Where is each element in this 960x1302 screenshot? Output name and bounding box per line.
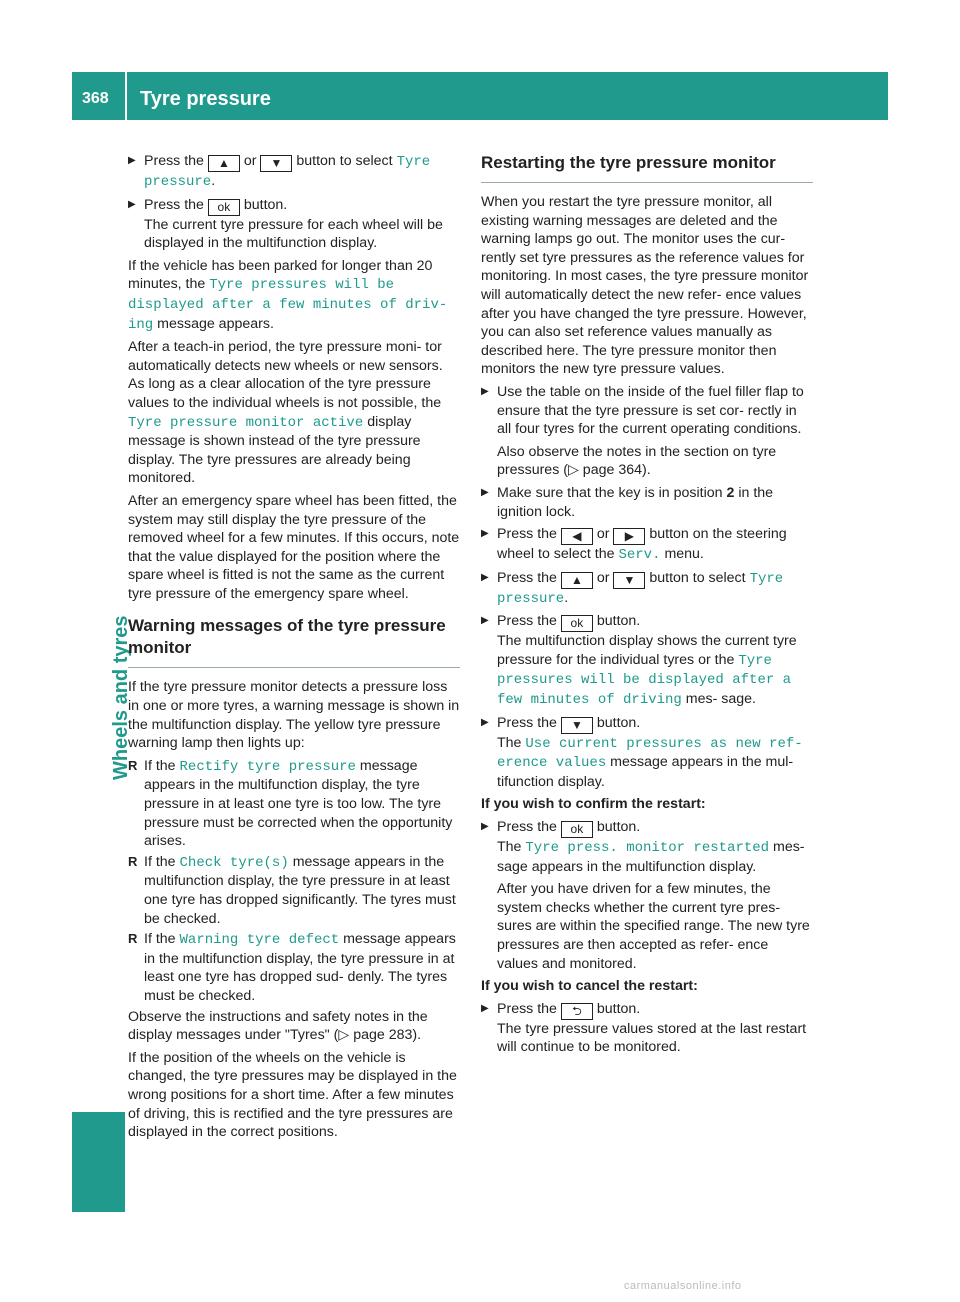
display-text: Rectify tyre pressure	[179, 758, 356, 775]
up-key-icon: ▲	[208, 155, 240, 172]
page-number: 368	[82, 90, 109, 107]
step-press-ok: ▶ Press the ok button. The multifunction display shows the current tyre pressure for the individual tyres or the Tyre pressures will be displayed after a few minutes of driving mes- sage.	[481, 612, 813, 709]
back-key-icon: ⮌	[561, 1003, 593, 1020]
display-text: Use current pressures as new ref‑ erence values	[497, 735, 803, 772]
subheading: If you wish to cancel the restart:	[481, 978, 698, 995]
step-press-down: ▶ Press the ▼ button. The Use current pressures as new ref‑ erence values message appears in the mul- tifunction display.	[481, 714, 813, 792]
paragraph: After a teach-in period, the tyre pressure moni- tor automatically detects new wheels or new sensors. As long as a clear allocation of the tyre pressure values to the individual wheels is not possible, the Tyre pressure monitor active display message is shown instead of the tyre pressure display. The tyre pressures are already being monitored.	[128, 339, 443, 487]
right-column	[481, 152, 813, 1061]
ok-key-icon: ok	[561, 821, 593, 838]
left-key-icon: ◀	[561, 528, 593, 545]
display-text: Tyre pressure monitor active	[128, 414, 364, 431]
section-heading: Warning messages of the tyre pressure monitor	[128, 615, 460, 668]
section-label: Wheels and tyres	[110, 615, 132, 780]
step-check-table: ▶ Use the table on the inside of the fuel filler flap to ensure that the tyre pressure is set cor- rectly in all four tyres for the current operating conditions.	[481, 383, 813, 439]
paragraph: If the position of the wheels on the vehicle is changed, the tyre pressures may be displayed in the wrong positions for a short time. After a few minutes of driving, this is rectified and the tyre pressures are displayed in the correct positions.	[128, 1049, 457, 1141]
step-cancel-restart: ▶ Press the ⮌ button. The tyre pressure values stored at the last restart will continue to be monitored.	[481, 1000, 813, 1057]
display-text: Tyre pressure	[144, 154, 431, 190]
watermark: carmanualsonline.info	[624, 1280, 742, 1292]
display-text: Tyre press. monitor restarted	[525, 840, 770, 857]
step-select-serv: ▶ Press the ◀ or ▶ button on the steering wheel to select the Serv. menu.	[481, 525, 813, 565]
note: After you have driven for a few minutes, the system checks whether the current tyre pres- sures are within the specified range. The new tyre pressures are then accepted as refer- ence values and monitored.	[497, 881, 810, 972]
section-heading: Restarting the tyre pressure monitor	[481, 152, 813, 183]
step-confirm-restart: ▶ Press the ok button. The Tyre press. monitor restarted mes- sage appears in the multifunction display.	[481, 818, 813, 876]
list-item: R If the Check tyre(s) message appears in the multifunction display, the tyre pressure in at least one tyre has dropped significantly. The tyres must be checked.	[128, 853, 460, 928]
ok-key-icon: ok	[208, 199, 240, 216]
display-text: Tyre pressures will be displayed after a few minutes of driv‑ ing	[128, 277, 448, 333]
list-item: R If the Warning tyre defect message appears in the multifunction display, the tyre pressure in at least one tyre has dropped sud- denly. The tyres must be checked.	[128, 930, 460, 1005]
display-text: Tyre pressures will be displayed after a few minutes of driving	[497, 652, 792, 709]
paragraph: If the vehicle has been parked for longer than 20 minutes, the Tyre pressures will be displayed after a few minutes of driv‑ ing message appears.	[128, 257, 448, 333]
list-item: R If the Rectify tyre pressure message appears in the multifunction display, the tyre pressure in at least one tyre is too low. The tyre pressure must be corrected when the opportunity arises.	[128, 757, 460, 851]
display-text: Tyre pressure	[497, 570, 784, 607]
down-key-icon: ▼	[561, 717, 593, 734]
step-press-ok: ▶ Press the ok button. The current tyre pressure for each wheel will be displayed in the multifunction display.	[128, 196, 460, 253]
step-select-tyre-pressure: ▶ Press the ▲ or ▼ button to select Tyre pressure.	[481, 569, 813, 609]
step-select-tyre-pressure: ▶ Press the ▲ or ▼ button to select Tyre pressure.	[128, 152, 460, 192]
step-key-position: ▶ Make sure that the key is in position 2 in the ignition lock.	[481, 484, 813, 521]
paragraph: If the tyre pressure monitor detects a pressure loss in one or more tyres, a warning message is shown in the multifunction display. The yellow tyre pressure warning lamp then lights up:	[128, 679, 460, 752]
note: Also observe the notes in the section on tyre pressures (▷ page 364).	[497, 443, 777, 479]
down-key-icon: ▼	[613, 572, 645, 589]
display-text: Warning tyre defect	[179, 932, 340, 949]
paragraph: Observe the instructions and safety notes in the display messages under "Tyres" (▷ page 283).	[128, 1008, 428, 1044]
paragraph: After an emergency spare wheel has been fitted, the system may still display the tyre pressure of the removed wheel for a few minutes. If this occurs, note that the value displayed for the position where the spare wheel is fitted is not the same as the current tyre pressure of the emergency spare wheel.	[128, 492, 460, 602]
right-key-icon: ▶	[613, 528, 645, 545]
display-text: Check tyre(s)	[179, 854, 289, 871]
subheading: If you wish to confirm the restart:	[481, 796, 706, 813]
paragraph: When you restart the tyre pressure monitor, all existing warning messages are deleted and the warning lamps go out. The monitor uses the cur- rently set tyre pressures as the reference values for monitoring. In most cases, the tyre pressure monitor will automatically detect the new refer- ence values after you have changed the tyre pressure. However, you can also set reference values manually as described here. The tyre pressure monitor then monitors the new tyre pressure values.	[481, 194, 809, 378]
down-key-icon: ▼	[260, 155, 292, 172]
left-column	[128, 152, 460, 1146]
up-key-icon: ▲	[561, 572, 593, 589]
display-text: Serv.	[618, 547, 661, 564]
ok-key-icon: ok	[561, 615, 593, 632]
header-divider	[125, 72, 127, 120]
section-tab	[72, 1112, 125, 1212]
page-title: Tyre pressure	[140, 88, 271, 110]
